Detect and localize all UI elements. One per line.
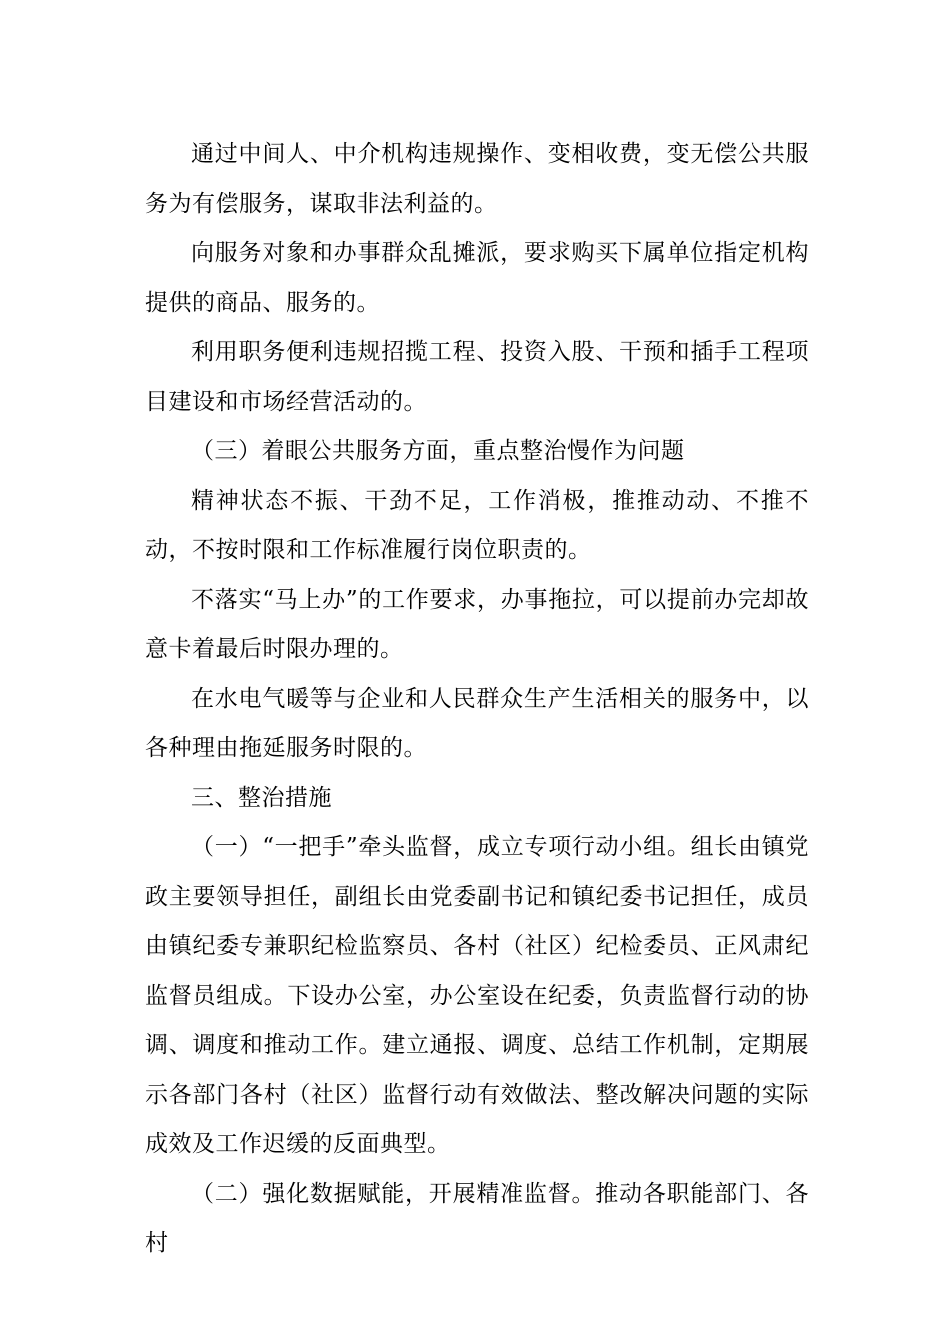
paragraph: 利用职务便利违规招揽工程、投资入股、干预和插手工程项目建设和市场经营活动的。: [145, 339, 809, 415]
paragraph: 向服务对象和办事群众乱摊派，要求购买下属单位指定机构提供的商品、服务的。: [145, 240, 809, 316]
paragraph: （一）“一把手”牵头监督，成立专项行动小组。组长由镇党政主要领导担任，副组长由党委副书记和镇纪委书记担任，成员由镇纪委专兼职纪检监察员、各村（社区）纪检委员、正风肃纪监督员组成。下设办公室，办公室设在纪委，负责监督行动的协调、调度和推动工作。建立通报、调度、总结工作机制，定期展示各部门各村（社区）监督行动有效做法、整改解决问题的实际成效及工作迟缓的反面典型。: [145, 834, 809, 1157]
paragraph: 通过中间人、中介机构违规操作、变相收费，变无偿公共服务为有偿服务，谋取非法利益的。: [145, 141, 809, 217]
paragraph: 精神状态不振、干劲不足，工作消极，推推动动、不推不动，不按时限和工作标准履行岗位职责的。: [145, 487, 809, 563]
paragraph: （二）强化数据赋能，开展精准监督。推动各职能部门、各村: [145, 1180, 809, 1256]
paragraph: 不落实“马上办”的工作要求，办事拖拉，可以提前办完却故意卡着最后时限办理的。: [145, 586, 809, 662]
paragraph: 在水电气暖等与企业和人民群众生产生活相关的服务中，以各种理由拖延服务时限的。: [145, 685, 809, 761]
section-heading: 三、整治措施: [191, 784, 332, 811]
section-subheading: （三）着眼公共服务方面，重点整治慢作为问题: [191, 438, 685, 464]
document-body: [145, 130, 809, 1269]
